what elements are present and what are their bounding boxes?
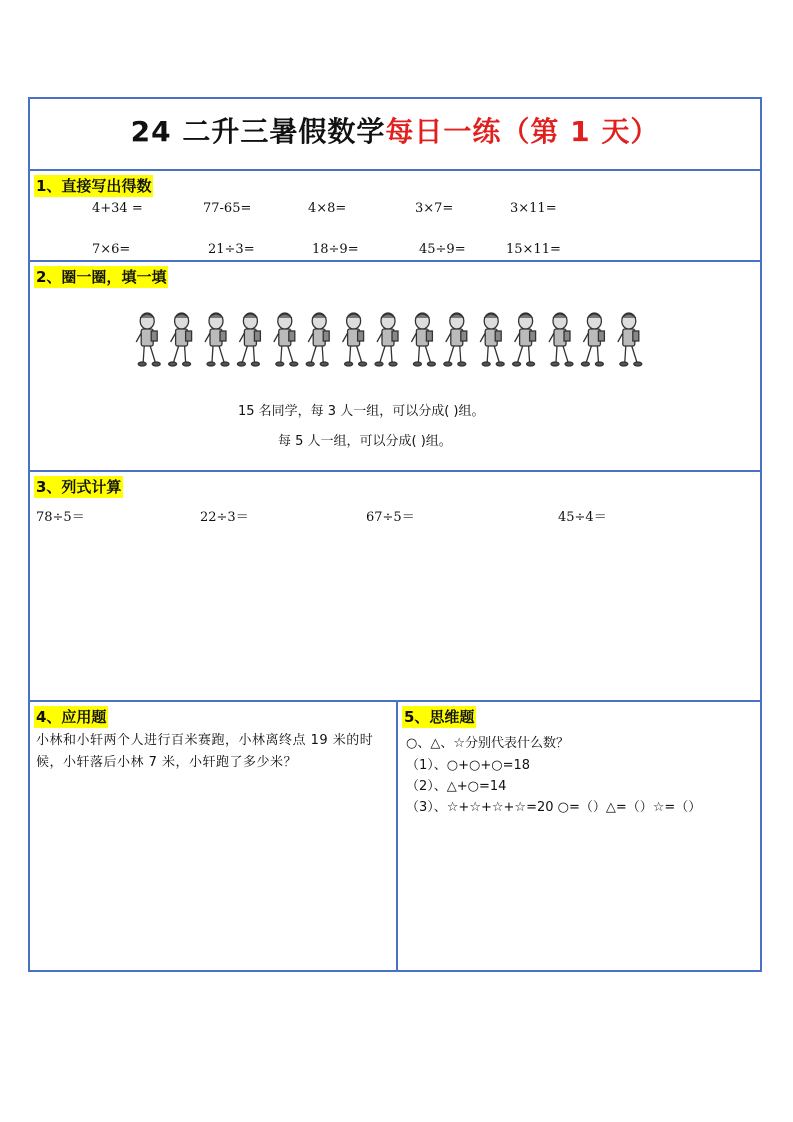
page-title — [30, 99, 760, 169]
title-main: 24 二升三暑假数学 — [130, 115, 386, 148]
division-item: 22÷3＝ — [200, 510, 249, 525]
section-2-heading: 2、圈一圈，填一填 — [36, 268, 167, 286]
calc-item: 18÷9= — [312, 242, 359, 257]
section-2 — [30, 262, 760, 472]
calc-item: 45÷9= — [419, 242, 466, 257]
child-figure — [205, 313, 229, 366]
section-5-heading: 5、思维题 — [404, 708, 475, 726]
division-item: 78÷5＝ — [36, 510, 85, 525]
section-4 — [30, 702, 398, 970]
puzzle-line-1: （1）、○+○+○=18 — [406, 758, 531, 773]
child-figure — [375, 313, 398, 366]
child-figure — [513, 313, 536, 366]
calc-item: 7×6= — [92, 242, 131, 257]
child-figure — [549, 313, 573, 366]
grouping-question-1: 15 名同学，每 3 人一组，可以分成( )组。 — [238, 404, 485, 419]
child-figure — [306, 313, 329, 366]
child-figure — [136, 313, 160, 366]
child-figure — [581, 313, 604, 366]
puzzle-line-2: （2）、△+○=14 — [406, 779, 507, 794]
child-figure — [237, 313, 260, 366]
title-daily: 每日一练（第 1 天） — [385, 115, 660, 148]
section-4-heading: 4、应用题 — [36, 708, 107, 726]
child-figure — [480, 313, 504, 366]
puzzle-intro: ○、△、☆分别代表什么数？ — [406, 736, 569, 751]
calc-item: 3×11= — [510, 201, 557, 216]
child-figure — [274, 313, 298, 366]
title-row — [30, 99, 760, 171]
child-figure — [618, 313, 642, 366]
calc-item: 4+34 = — [92, 201, 143, 216]
calc-item: 77-65= — [203, 201, 252, 216]
calc-item: 4×8= — [308, 201, 347, 216]
child-figure — [343, 313, 367, 366]
child-figure — [411, 313, 435, 366]
section-3 — [30, 472, 760, 702]
division-item: 45÷4＝ — [558, 510, 607, 525]
section-1-heading: 1、直接写出得数 — [36, 177, 152, 195]
bottom-row — [30, 702, 760, 970]
calc-item: 21÷3= — [208, 242, 255, 257]
section-3-heading: 3、列式计算 — [36, 478, 122, 496]
children-walking-illustration — [130, 310, 646, 372]
child-figure — [169, 313, 192, 366]
section-1 — [30, 171, 760, 262]
grouping-question-2: 每 5 人一组，可以分成( )组。 — [278, 434, 452, 449]
worksheet-frame — [28, 97, 762, 972]
puzzle-line-3: （3）、☆+☆+☆+☆=20 ○=（）△=（）☆=（） — [406, 800, 702, 815]
calc-item: 3×7= — [415, 201, 454, 216]
division-item: 67÷5＝ — [366, 510, 415, 525]
calc-item: 15×11= — [506, 242, 561, 257]
word-problem-text: 小林和小轩两个人进行百米赛跑，小林离终点 19 米的时候，小轩落后小林 7 米，小轩跑了多少米？ — [36, 733, 374, 770]
child-figure — [444, 313, 467, 366]
section-5 — [398, 702, 760, 970]
